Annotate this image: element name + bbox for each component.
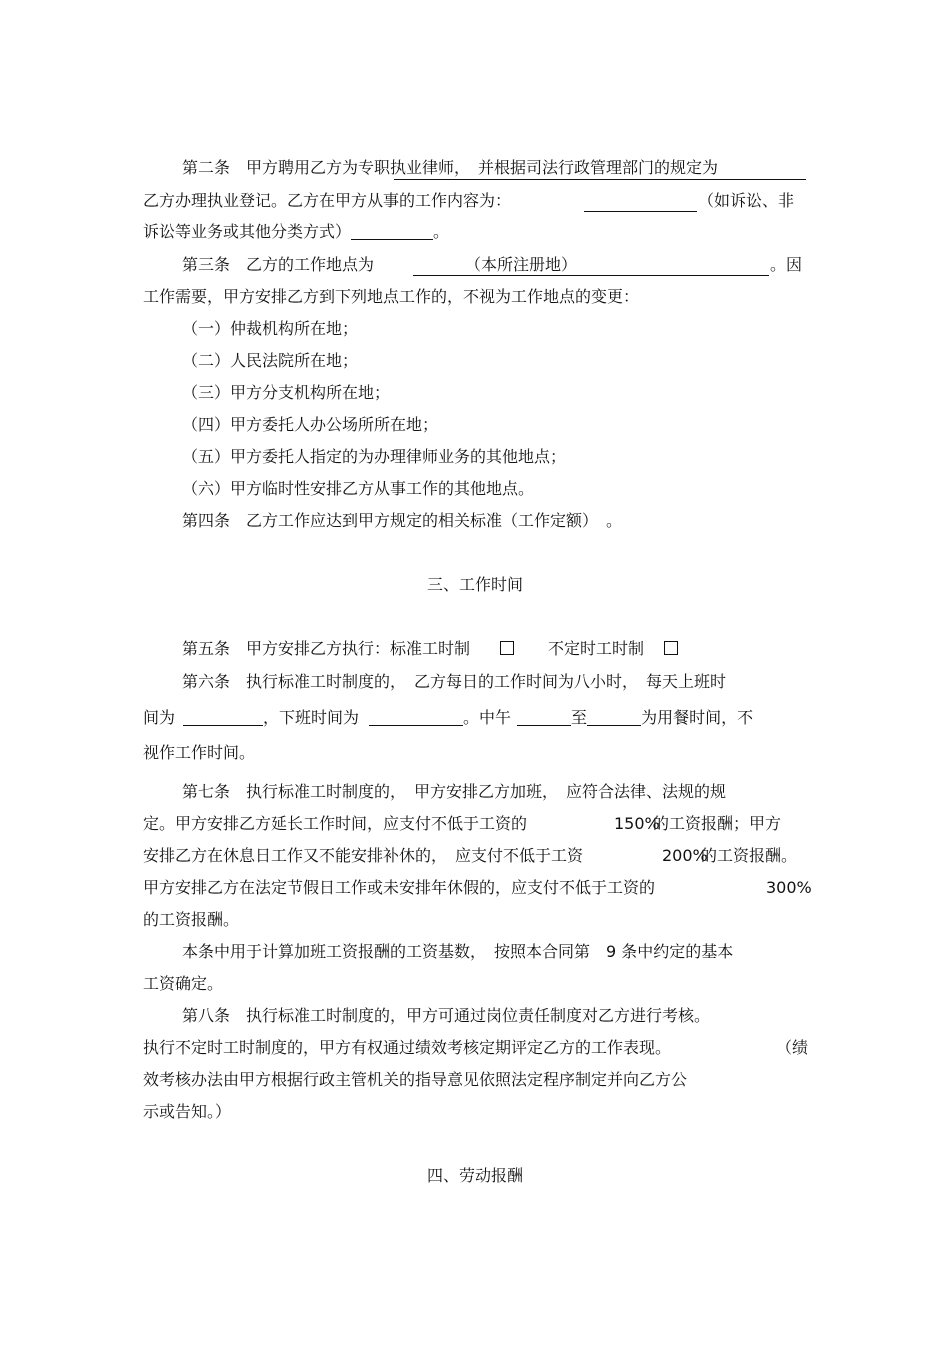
location-item: （三）甲方分支机构所在地；: [182, 383, 391, 402]
start-time-blank[interactable]: [183, 708, 263, 726]
article-8-line-3: 效考核办法由甲方根据行政主管机关的指导意见依照法定程序制定并向乙方公: [143, 1070, 688, 1089]
work-location-text: （本所注册地）: [465, 255, 578, 274]
article-2-line-3: 诉讼等业务或其他分类方式） 。: [143, 222, 450, 241]
article-3-line-2: 工作需要，甲方安排乙方到下列地点工作的，不视为工作地点的变更：: [143, 287, 640, 306]
location-item: （二）人民法院所在地；: [182, 351, 359, 370]
standard-hours-checkbox[interactable]: [500, 641, 514, 655]
article-2-note: （如诉讼、非: [698, 191, 795, 210]
overtime-rate-150: 150%: [614, 814, 660, 833]
work-content-blank-2[interactable]: [351, 222, 433, 240]
article-2-underline-1: [394, 162, 806, 180]
lunch-end-blank[interactable]: [587, 708, 641, 726]
location-item: （六）甲方临时性安排乙方从事工作的其他地点。: [182, 479, 535, 498]
section-title-work-time: 三、工作时间: [426, 575, 523, 594]
article-8-line-4: 示或告知。）: [143, 1102, 232, 1121]
article-7-para-2-line-2: 工资确定。: [143, 974, 224, 993]
article-3-line-1-end: 。因: [770, 255, 803, 274]
article-7-line-3: 安排乙方在休息日工作又不能安排补休的， 应支付不低于工资: [143, 846, 584, 865]
article-7-line-5: 的工资报酬。: [143, 910, 240, 929]
location-item: （一）仲裁机构所在地；: [182, 319, 359, 338]
article-7-line-2: 定。甲方安排乙方延长工作时间，应支付不低于工资的: [143, 814, 528, 833]
location-item: （四）甲方委托人办公场所所在地；: [182, 415, 439, 434]
article-6-line-2: 间为 ，下班时间为 。中午 至 为用餐时间，不: [143, 708, 754, 727]
flexible-hours-checkbox[interactable]: [664, 641, 678, 655]
overtime-rate-300: 300%: [766, 878, 812, 897]
lunch-start-blank[interactable]: [517, 708, 571, 726]
article-7-line-2-end: 的工资报酬；甲方: [653, 814, 782, 833]
article-8-line-2: 执行不定时工时制度的，甲方有权通过绩效考核定期评定乙方的工作表现。: [143, 1038, 672, 1057]
article-6-line-1: 第六条 执行标准工时制度的， 乙方每日的工作时间为八小时， 每天上班时: [182, 672, 727, 691]
article-7-line-1: 第七条 执行标准工时制度的， 甲方安排乙方加班， 应符合法律、法规的规: [182, 782, 727, 801]
article-7-line-3-end: 的工资报酬。: [701, 846, 798, 865]
end-time-blank[interactable]: [369, 708, 463, 726]
article-2-line-2: 乙方办理执业登记。乙方在甲方从事的工作内容为：: [143, 191, 512, 210]
article-5: 第五条 甲方安排乙方执行：标准工时制 不定时工时制: [182, 639, 678, 659]
article-8-line-2-end: （绩: [776, 1038, 809, 1057]
article-7-para-2-line-1: 本条中用于计算加班工资报酬的工资基数， 按照本合同第 9 条中约定的基本: [182, 942, 734, 961]
location-item: （五）甲方委托人指定的为办理律师业务的其他地点；: [182, 447, 567, 466]
overtime-rate-200: 200%: [662, 846, 708, 865]
article-3-line-1: 第三条 乙方的工作地点为: [182, 255, 375, 274]
article-7-line-4: 甲方安排乙方在法定节假日工作或未安排年休假的，应支付不低于工资的: [143, 878, 656, 897]
article-6-line-3: 视作工作时间。: [143, 743, 256, 762]
section-title-remuneration: 四、劳动报酬: [426, 1166, 523, 1185]
article-8-line-1: 第八条 执行标准工时制度的，甲方可通过岗位责任制度对乙方进行考核。: [182, 1006, 711, 1025]
article-2-line-1: 第二条 甲方聘用乙方为专职执业律师， 并根据司法行政管理部门的规定为: [182, 158, 719, 177]
article-4: 第四条 乙方工作应达到甲方规定的相关标准（工作定额） 。: [182, 511, 623, 530]
